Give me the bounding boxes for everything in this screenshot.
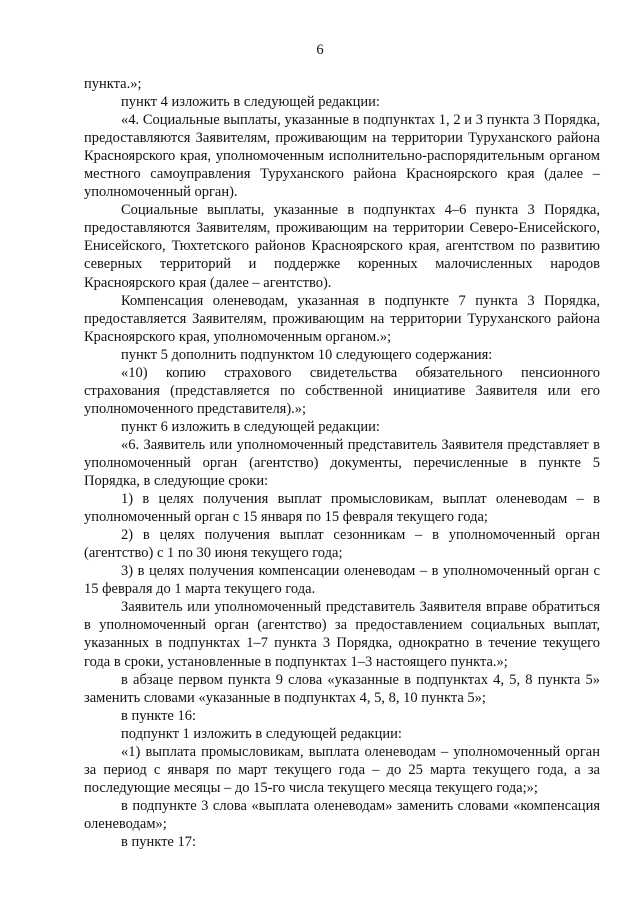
paragraph: в подпункте 3 слова «выплата оленеводам» заменить словами «компенсация оленеводам»; <box>84 797 600 832</box>
paragraph: пункта.»; <box>84 76 142 92</box>
page-number: 6 <box>316 42 324 58</box>
paragraph: «6. Заявитель или уполномоченный представитель Заявителя представляет в уполномоченный орган (агентство) документы, перечисленные в пункте 5 Порядка, в следующие сроки: <box>84 436 600 490</box>
paragraph: в абзаце первом пункта 9 слова «указанные в подпунктах 4, 5, 8 пункта 5» заменить словами «указанные в подпунктах 4, 5, 8, 10 пункта 5»; <box>84 671 600 706</box>
paragraph: пункт 4 изложить в следующей редакции: <box>121 94 380 111</box>
paragraph: в пункте 17: <box>121 833 197 850</box>
paragraph: 1) в целях получения выплат промысловикам, выплат оленеводам – в уполномоченный орган с 15 января по 15 февраля текущего года; <box>84 491 600 526</box>
paragraph: «4. Социальные выплаты, указанные в подпунктах 1, 2 и 3 пункта 3 Порядка, предоставляются Заявителям, проживающим на территории Туруханского района Красноярского края, уполномоченным исполнительно-распорядительным органом местного самоуправления Туруханского района Красноярского края (далее – уполномоченный орган). <box>84 112 600 201</box>
paragraph: Социальные выплаты, указанные в подпунктах 4–6 пункта 3 Порядка, предоставляются Заявителям, проживающим на территории Северо-Енисейского, Енисейского, Тюхтетского районов Красноярского края, агентством по развитию северных территорий и поддержке коренных малочисленных народов Красноярского края (далее – агентство). <box>84 202 600 291</box>
paragraph: 3) в целях получения компенсации оленеводам – в уполномоченный орган с 15 февраля до 1 марта текущего года. <box>84 563 600 598</box>
paragraph: Компенсация оленеводам, указанная в подпункте 7 пункта 3 Порядка, предоставляется Заявителям, проживающим на территории Туруханского района Красноярского края, уполномоченным органом.»; <box>84 292 600 345</box>
paragraph: пункт 5 дополнить подпунктом 10 следующего содержания: <box>121 346 493 363</box>
paragraph: подпункт 1 изложить в следующей редакции: <box>121 725 402 742</box>
paragraph: Заявитель или уполномоченный представитель Заявителя вправе обратиться в уполномоченный орган (агентство) за предоставлением социальных выплат, указанных в подпунктах 1–7 пункта 3 Порядка, однократно в течение текущего года в сроки, установленные в подпунктах 1–3 настоящего пункта.»; <box>84 599 600 670</box>
paragraph: «10) копию страхового свидетельства обязательного пенсионного страхования (представляется по собственной инициативе Заявителя или его уполномоченного представителя).»; <box>84 364 600 417</box>
paragraph: «1) выплата промысловикам, выплата оленеводам – уполномоченный орган за период с января по март текущего года – до 25 марта текущего года, а за последующие месяцы – до 15-го числа текущего месяца текущего года;»; <box>84 743 600 796</box>
paragraph: пункт 6 изложить в следующей редакции: <box>121 418 380 435</box>
paragraph: в пункте 16: <box>121 707 197 724</box>
paragraph: 2) в целях получения выплат сезонникам – в уполномоченный орган (агентство) с 1 по 30 июня текущего года; <box>84 527 600 562</box>
document-body <box>84 75 600 851</box>
